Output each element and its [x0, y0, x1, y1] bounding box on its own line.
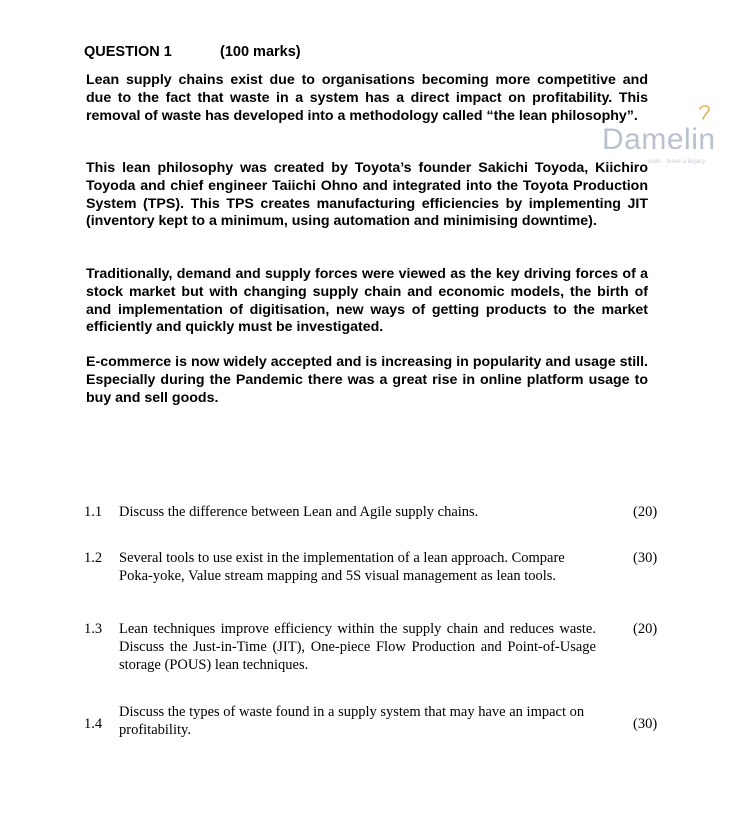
damelin-logo — [600, 103, 740, 173]
subquestion-number: 1.3 — [84, 621, 103, 637]
subquestion-text: Lean techniques improve efficiency within the supply chain and reduces waste. Discuss the Just-in-Time (JIT), One-piece Flow Production and Point-of-Usage storage (POUS) lean techniques. — [119, 621, 596, 673]
subquestion-number: 1.1 — [84, 504, 103, 520]
logo-tagline: learn · leave a legacy — [648, 159, 706, 165]
intro-paragraph-3: Traditionally, demand and supply forces were viewed as the key driving forces of a stock market but with changing supply chain and economic models, the birth of and implementation of digitisation, new ways of getting products to the market efficiently and quickly must be investigated. — [86, 266, 648, 336]
subquestion-marks: (30) — [633, 550, 658, 566]
logo-swirl-icon — [695, 103, 715, 123]
question-total-marks: (100 marks) — [220, 44, 301, 60]
subquestion-text: Several tools to use exist in the implementation of a lean approach. Compare Poka-yoke, Value stream mapping and 5S visual management as lean tools. — [119, 550, 565, 584]
subquestion-marks: (30) — [633, 716, 658, 732]
subquestion-text: Discuss the difference between Lean and Agile supply chains. — [119, 504, 479, 520]
intro-paragraph-1: Lean supply chains exist due to organisations becoming more competitive and due to the fact that waste in a system has a direct impact on profitability. This removal of waste has developed into a methodology called “the lean philosophy”. — [86, 72, 648, 124]
logo-wordmark: Damelin — [602, 123, 716, 156]
question-title: QUESTION 1 — [84, 44, 172, 60]
intro-paragraph-4: E-commerce is now widely accepted and is increasing in popularity and usage still. Especially during the Pandemic there was a great rise in online platform usage to buy and sell goods. — [86, 354, 648, 406]
subquestion-number: 1.2 — [84, 550, 103, 566]
subquestion-marks: (20) — [633, 621, 658, 637]
subquestion-marks: (20) — [633, 504, 658, 520]
question-heading — [84, 44, 301, 60]
subquestion-number: 1.4 — [84, 716, 103, 732]
intro-paragraph-2: This lean philosophy was created by Toyota’s founder Sakichi Toyoda, Kiichiro Toyoda and chief engineer Taiichi Ohno and integrated into the Toyota Production System (TPS). This TPS creates manufacturing efficiencies by implementing JIT (inventory kept to a minimum, using automation and minimising downtime). — [86, 160, 648, 230]
subquestion-text: Discuss the types of waste found in a supply system that may have an impact on profitability. — [119, 704, 585, 738]
